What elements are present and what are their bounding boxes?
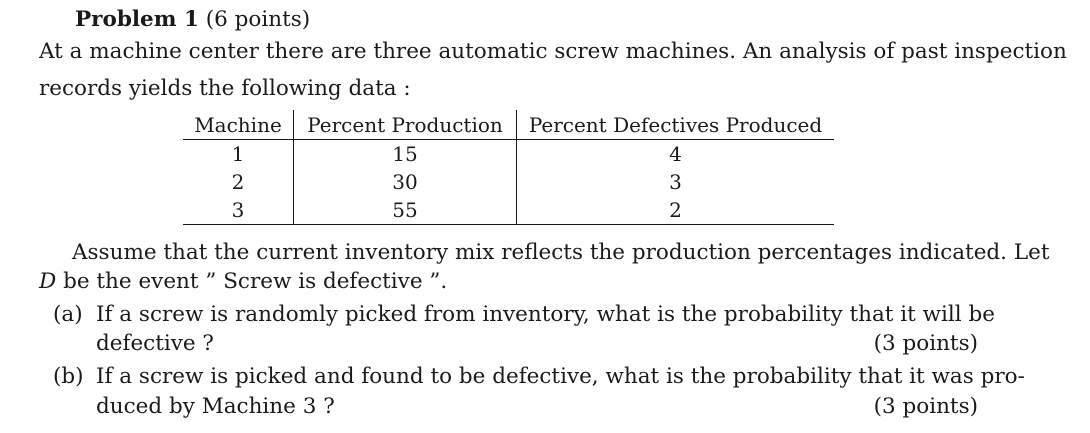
- question-b-line-2: duced by Machine 3 ?: [96, 394, 335, 419]
- problem-heading: [75, 9, 310, 31]
- intro-line-1: At a machine center there are three automatic screw machines. An analysis of past inspection: [39, 39, 1067, 64]
- question-a-points: (3 points): [873, 331, 978, 356]
- table-row: [183, 168, 834, 196]
- cell-machine: 1: [231, 142, 245, 166]
- assumption-line-2: [39, 271, 447, 293]
- header-percent-production: Percent Production: [294, 110, 517, 140]
- cell-defectives: 2: [517, 196, 835, 225]
- table-row: [183, 140, 834, 169]
- event-definition: be the event ” Screw is defective ”.: [56, 269, 448, 294]
- cell-machine: 2: [231, 170, 245, 194]
- header-percent-defectives: Percent Defectives Produced: [517, 110, 835, 140]
- question-b-points: (3 points): [873, 394, 978, 419]
- question-a-line-1: If a screw is randomly picked from inventory, what is the probability that it will be: [96, 302, 995, 327]
- cell-machine: 3: [183, 196, 294, 225]
- cell-production: 30: [294, 168, 517, 196]
- assumption-line-1: Assume that the current inventory mix reflects the production percentages indicated. Let: [72, 240, 1050, 265]
- question-a-line-2: defective ?: [96, 331, 214, 356]
- intro-line-2: records yields the following data :: [39, 76, 411, 101]
- event-symbol: D: [39, 269, 57, 294]
- cell-production: 15: [294, 140, 517, 169]
- problem-title: Problem 1: [75, 7, 199, 32]
- machine-data-table: [183, 110, 834, 225]
- header-machine: Machine: [183, 110, 294, 140]
- question-b-line-1: If a screw is picked and found to be defective, what is the probability that it was pro-: [96, 364, 1025, 389]
- cell-defectives: 3: [517, 168, 835, 196]
- table-header-row: [183, 110, 834, 140]
- problem-points: (6 points): [205, 7, 311, 32]
- question-b-label: (b): [53, 364, 84, 389]
- question-a-label: (a): [53, 302, 83, 327]
- cell-defectives: 4: [517, 140, 835, 169]
- cell-production: 55: [294, 196, 517, 225]
- table-row: [183, 196, 834, 225]
